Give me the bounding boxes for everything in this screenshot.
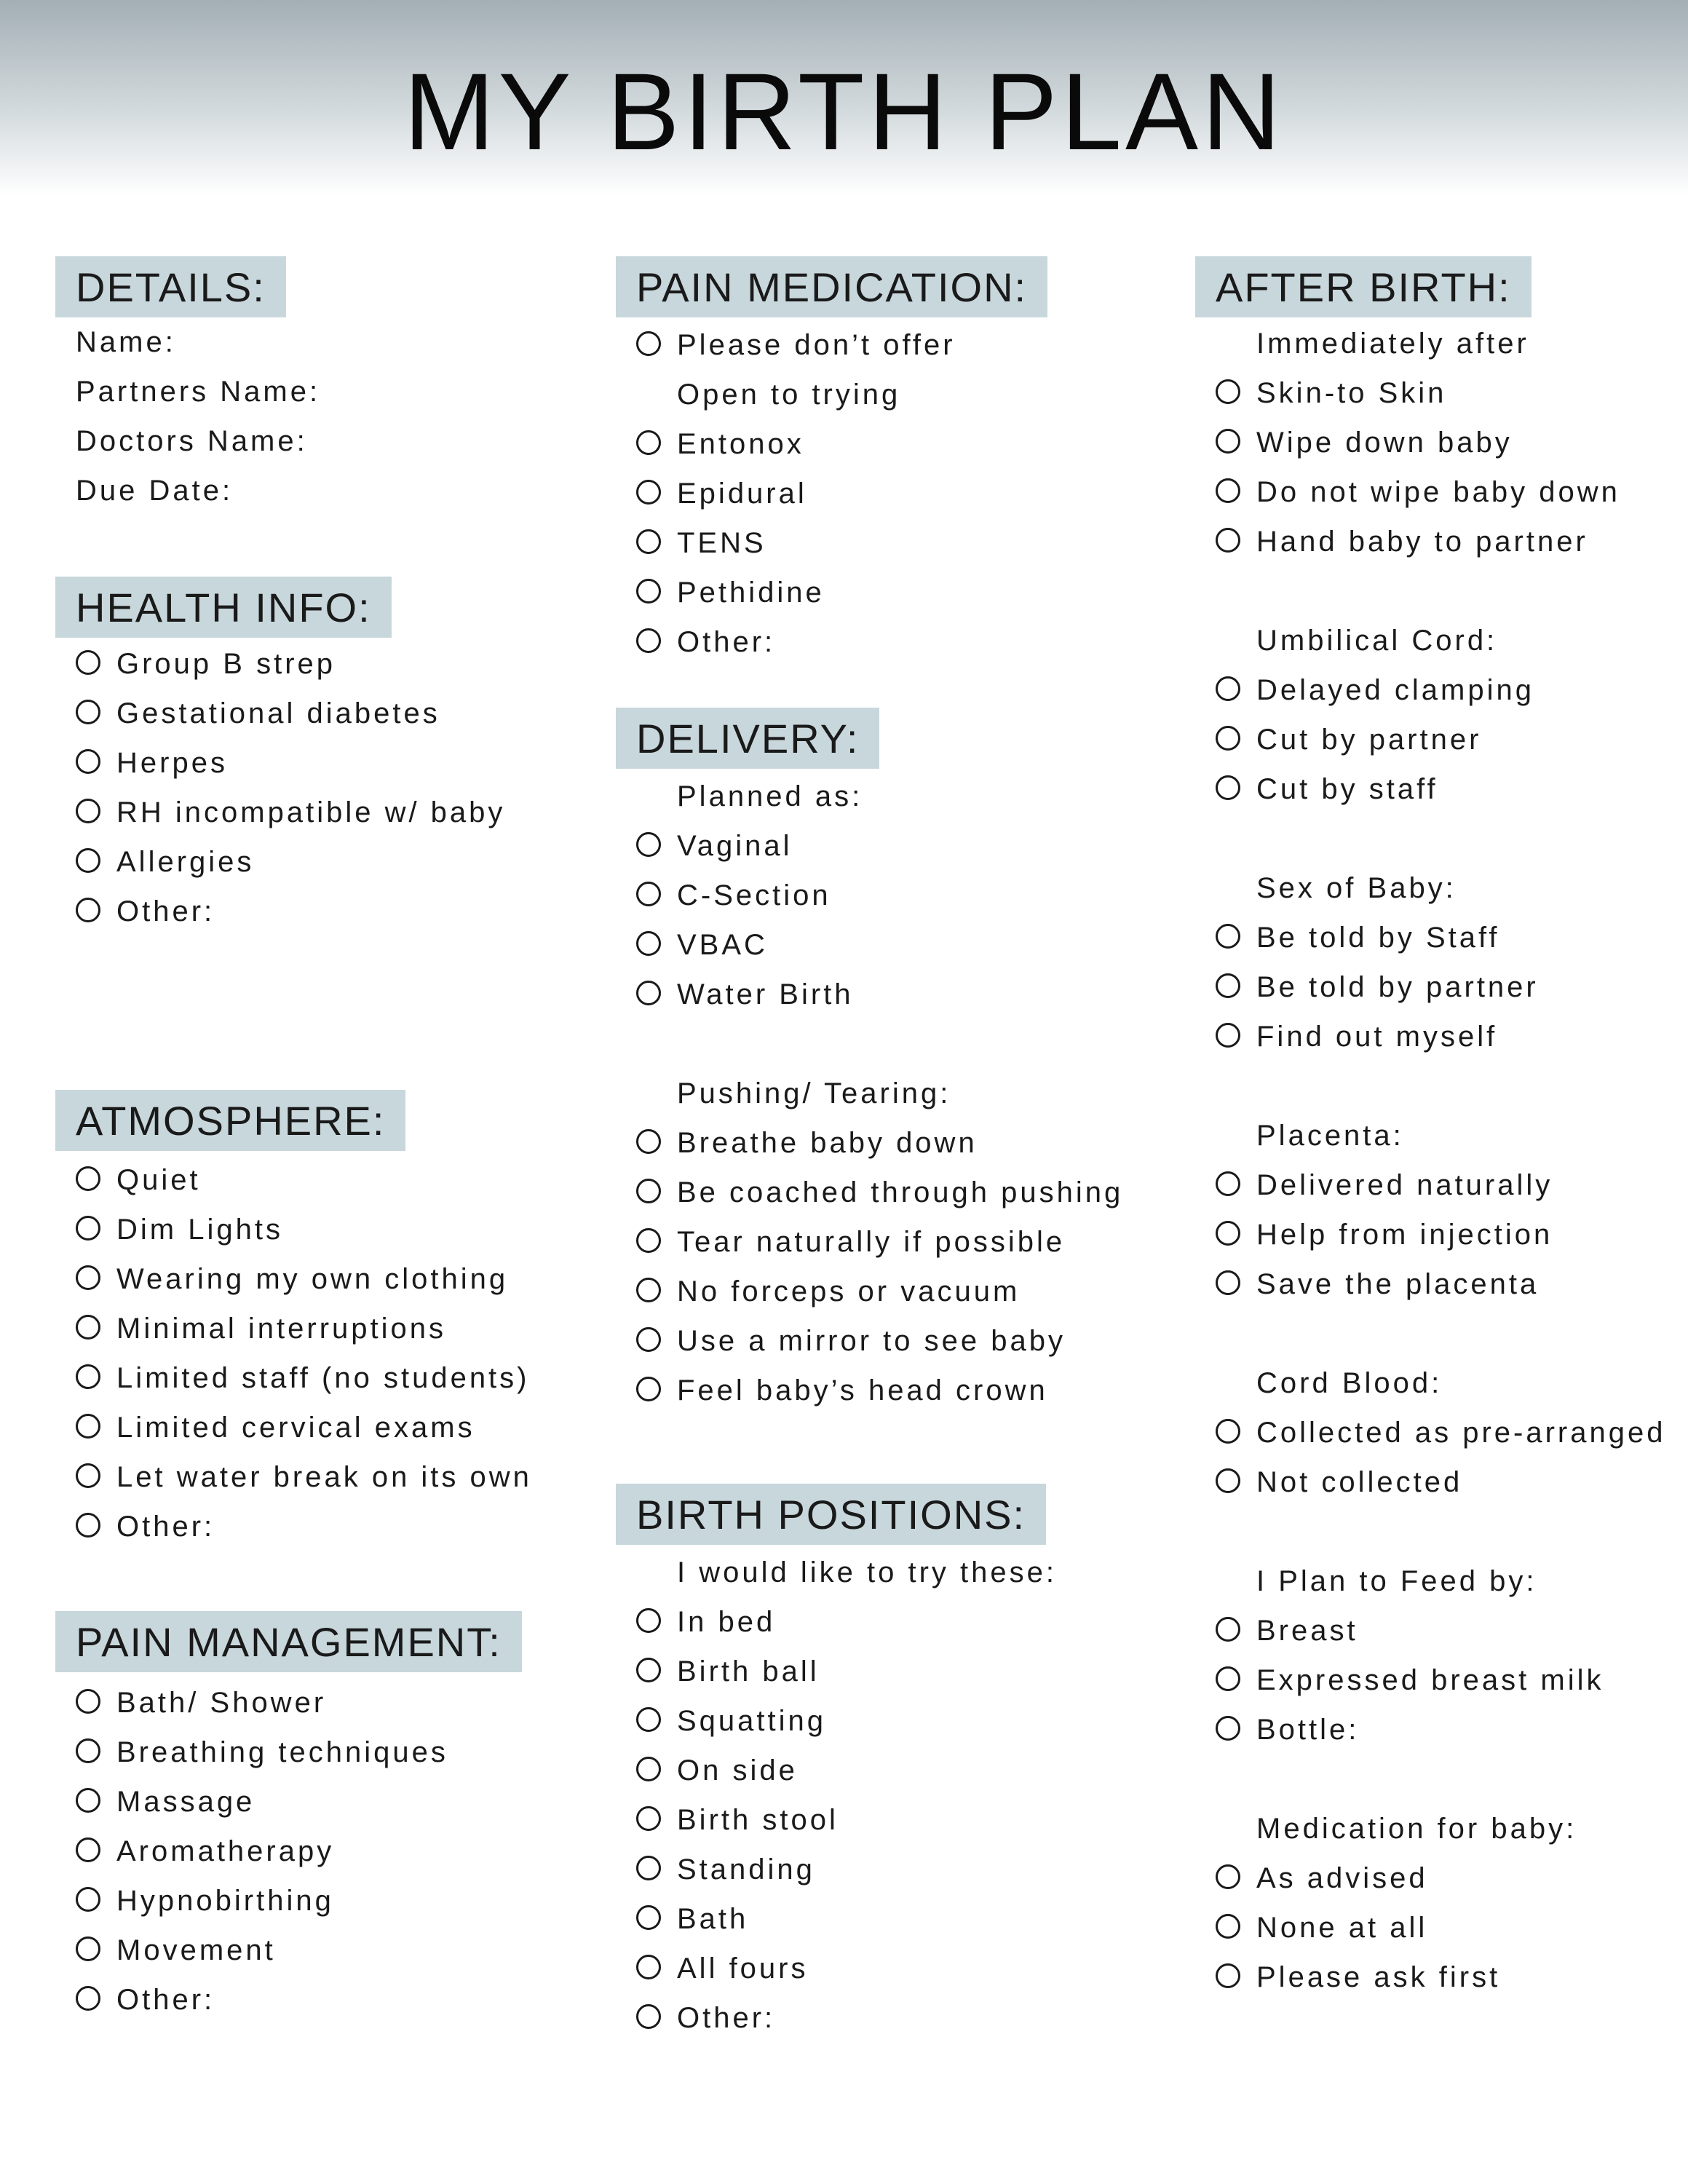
radio-circle-icon[interactable] [1216, 1270, 1240, 1295]
radio-circle-icon[interactable] [1216, 676, 1240, 701]
option-label: Delayed clamping [1256, 674, 1534, 706]
option-label: Other: [677, 2002, 776, 2034]
option-label: On side [677, 1754, 798, 1787]
page-title: MY BIRTH PLAN [403, 50, 1285, 173]
option-label: Birth ball [677, 1655, 820, 1688]
option-label: Wipe down baby [1256, 427, 1513, 459]
option-label: Be told by Staff [1256, 922, 1500, 954]
option-label: Birth stool [677, 1804, 839, 1836]
option-label: Herpes [116, 747, 228, 779]
radio-circle-icon[interactable] [636, 1856, 661, 1880]
option-label: Quiet [116, 1164, 201, 1196]
option-label: Let water break on its own [116, 1461, 532, 1493]
option-label: Minimal interruptions [116, 1313, 447, 1345]
section-health-info [55, 577, 506, 927]
radio-circle-icon[interactable] [636, 430, 661, 455]
section-details [55, 256, 321, 507]
section-heading: AFTER BIRTH: [1195, 256, 1532, 317]
field-label-doctors-name: Doctors Name: [76, 425, 308, 457]
option-label: All fours [677, 1952, 809, 1985]
subheading-pushing-tearing: Pushing/ Tearing: [677, 1077, 951, 1109]
section-delivery [616, 708, 1124, 1406]
option-label: Be coached through pushing [677, 1176, 1124, 1208]
option-label: Hypnobirthing [116, 1885, 334, 1917]
radio-circle-icon[interactable] [76, 1265, 100, 1290]
option-label: Entonox [677, 428, 804, 460]
section-heading: PAIN MANAGEMENT: [55, 1611, 522, 1672]
radio-circle-icon[interactable] [636, 1377, 661, 1401]
radio-circle-icon[interactable] [1216, 429, 1240, 454]
radio-circle-icon[interactable] [636, 480, 661, 505]
radio-circle-icon[interactable] [1216, 775, 1240, 800]
radio-circle-icon[interactable] [76, 1986, 100, 2011]
option-label: Massage [116, 1786, 255, 1818]
option-label: Please don’t offer [677, 329, 956, 361]
subheading-open-to-trying: Open to trying [677, 379, 901, 411]
option-label: Other: [116, 1511, 215, 1543]
option-label: Do not wipe baby down [1256, 476, 1620, 508]
option-label: Water Birth [677, 978, 854, 1010]
section-heading: DELIVERY: [616, 708, 879, 769]
option-label: Allergies [116, 846, 255, 878]
radio-circle-icon[interactable] [1216, 1617, 1240, 1642]
option-label: Feel baby’s head crown [677, 1374, 1048, 1406]
option-label: Limited staff (no students) [116, 1362, 530, 1394]
option-label: Be told by partner [1256, 971, 1539, 1003]
option-label: Other: [116, 1984, 215, 2016]
option-label: Use a mirror to see baby [677, 1325, 1066, 1357]
radio-circle-icon[interactable] [76, 848, 100, 873]
subheading-cord-blood: Cord Blood: [1256, 1367, 1443, 1399]
radio-circle-icon[interactable] [1216, 924, 1240, 949]
radio-circle-icon[interactable] [1216, 379, 1240, 404]
option-label: Gestational diabetes [116, 697, 440, 729]
section-pain-management [55, 1611, 522, 2016]
section-heading: HEALTH INFO: [55, 577, 392, 638]
subheading-i-plan-to-feed-by: I Plan to Feed by: [1256, 1565, 1537, 1597]
radio-circle-icon[interactable] [76, 799, 100, 823]
radio-circle-icon[interactable] [1216, 1666, 1240, 1691]
subheading-umbilical-cord: Umbilical Cord: [1256, 625, 1498, 657]
option-label: As advised [1256, 1862, 1428, 1894]
option-label: Not collected [1256, 1466, 1463, 1498]
option-label: C-Section [677, 879, 831, 911]
option-label: None at all [1256, 1912, 1428, 1944]
option-label: Bottle: [1256, 1714, 1360, 1746]
radio-circle-icon[interactable] [1216, 1963, 1240, 1988]
option-label: Standing [677, 1853, 815, 1886]
radio-circle-icon[interactable] [636, 1707, 661, 1732]
section-heading: BIRTH POSITIONS: [616, 1484, 1046, 1545]
radio-circle-icon[interactable] [636, 1757, 661, 1781]
section-after-birth [1195, 256, 1666, 1993]
radio-circle-icon[interactable] [636, 1905, 661, 1930]
radio-circle-icon[interactable] [1216, 1914, 1240, 1939]
option-label: Collected as pre-arranged [1256, 1417, 1666, 1449]
radio-circle-icon[interactable] [76, 700, 100, 724]
radio-circle-icon[interactable] [76, 1216, 100, 1241]
subheading-medication-for-baby: Medication for baby: [1256, 1813, 1577, 1845]
radio-circle-icon[interactable] [1216, 528, 1240, 553]
option-label: Vaginal [677, 830, 793, 862]
radio-circle-icon[interactable] [636, 1129, 661, 1154]
option-label: Other: [116, 895, 215, 927]
radio-circle-icon[interactable] [636, 1806, 661, 1831]
option-label: Group B strep [116, 648, 336, 680]
radio-circle-icon[interactable] [636, 882, 661, 906]
option-label: Breathe baby down [677, 1127, 978, 1159]
option-label: Wearing my own clothing [116, 1263, 509, 1295]
radio-circle-icon[interactable] [636, 931, 661, 956]
section-heading: ATMOSPHERE: [55, 1090, 405, 1151]
radio-circle-icon[interactable] [76, 1315, 100, 1340]
field-label-due-date: Due Date: [76, 475, 234, 507]
option-label: Breast [1256, 1615, 1358, 1647]
radio-circle-icon[interactable] [76, 1166, 100, 1191]
option-label: RH incompatible w/ baby [116, 796, 506, 828]
radio-circle-icon[interactable] [1216, 1864, 1240, 1889]
option-label: In bed [677, 1606, 776, 1638]
option-label: TENS [677, 527, 766, 559]
section-heading: DETAILS: [55, 256, 286, 317]
option-label: Bath [677, 1903, 749, 1935]
option-label: Save the placenta [1256, 1268, 1540, 1300]
option-label: Movement [116, 1934, 276, 1966]
subheading-sex-of-baby: Sex of Baby: [1256, 872, 1457, 904]
radio-circle-icon[interactable] [1216, 1468, 1240, 1493]
section-birth-positions [616, 1484, 1057, 2034]
option-label: VBAC [677, 929, 768, 961]
radio-circle-icon[interactable] [1216, 973, 1240, 998]
subheading-immediately-after: Immediately after [1256, 328, 1529, 360]
radio-circle-icon[interactable] [636, 1278, 661, 1302]
radio-circle-icon[interactable] [76, 749, 100, 774]
radio-circle-icon[interactable] [636, 981, 661, 1005]
radio-circle-icon[interactable] [636, 1179, 661, 1203]
radio-circle-icon[interactable] [1216, 1221, 1240, 1246]
radio-circle-icon[interactable] [636, 1608, 661, 1633]
radio-circle-icon[interactable] [1216, 1419, 1240, 1444]
subheading-placenta: Placenta: [1256, 1120, 1404, 1152]
option-label: Pethidine [677, 577, 825, 609]
option-label: Cut by staff [1256, 773, 1438, 805]
radio-circle-icon[interactable] [76, 1887, 100, 1912]
radio-circle-icon[interactable] [636, 529, 661, 554]
radio-circle-icon[interactable] [76, 1689, 100, 1714]
radio-circle-icon[interactable] [636, 1228, 661, 1253]
radio-circle-icon[interactable] [1216, 1716, 1240, 1741]
radio-circle-icon[interactable] [636, 832, 661, 857]
radio-circle-icon[interactable] [76, 1788, 100, 1813]
option-label: Expressed breast milk [1256, 1664, 1604, 1696]
radio-circle-icon[interactable] [636, 628, 661, 653]
radio-circle-icon[interactable] [636, 1955, 661, 1979]
radio-circle-icon[interactable] [76, 1738, 100, 1763]
radio-circle-icon[interactable] [76, 1463, 100, 1488]
option-label: Delivered naturally [1256, 1169, 1553, 1201]
radio-circle-icon[interactable] [1216, 1171, 1240, 1196]
radio-circle-icon[interactable] [1216, 726, 1240, 751]
radio-circle-icon[interactable] [76, 1513, 100, 1538]
field-label-name: Name: [76, 326, 176, 358]
radio-circle-icon[interactable] [76, 1936, 100, 1961]
radio-circle-icon[interactable] [76, 650, 100, 675]
radio-circle-icon[interactable] [636, 1327, 661, 1352]
option-label: Find out myself [1256, 1021, 1498, 1053]
radio-circle-icon[interactable] [1216, 478, 1240, 503]
option-label: Tear naturally if possible [677, 1226, 1066, 1258]
option-label: Epidural [677, 478, 807, 510]
radio-circle-icon[interactable] [636, 2004, 661, 2029]
radio-circle-icon[interactable] [76, 1837, 100, 1862]
subheading-planned-as: Planned as: [677, 780, 863, 812]
option-label: Breathing techniques [116, 1736, 448, 1768]
option-label: Cut by partner [1256, 724, 1482, 756]
option-label: Dim Lights [116, 1214, 283, 1246]
field-label-partners-name: Partners Name: [76, 376, 321, 408]
option-label: Help from injection [1256, 1219, 1553, 1251]
option-label: Limited cervical exams [116, 1412, 475, 1444]
option-label: Other: [677, 626, 776, 658]
section-heading: PAIN MEDICATION: [616, 256, 1047, 317]
option-label: Please ask first [1256, 1961, 1501, 1993]
section-atmosphere [55, 1090, 532, 1543]
radio-circle-icon[interactable] [76, 1364, 100, 1389]
radio-circle-icon[interactable] [636, 331, 661, 356]
radio-circle-icon[interactable] [76, 1414, 100, 1439]
option-label: Skin-to Skin [1256, 377, 1447, 409]
radio-circle-icon[interactable] [1216, 1023, 1240, 1048]
radio-circle-icon[interactable] [76, 898, 100, 922]
option-label: No forceps or vacuum [677, 1275, 1021, 1307]
option-label: Aromatherapy [116, 1835, 335, 1867]
option-label: Hand baby to partner [1256, 526, 1588, 558]
radio-circle-icon[interactable] [636, 1658, 661, 1682]
option-label: Bath/ Shower [116, 1687, 327, 1719]
section-pain-medication [616, 256, 1047, 658]
subheading-i-would-like-to-try-these: I would like to try these: [677, 1556, 1057, 1588]
option-label: Squatting [677, 1705, 827, 1737]
radio-circle-icon[interactable] [636, 579, 661, 604]
